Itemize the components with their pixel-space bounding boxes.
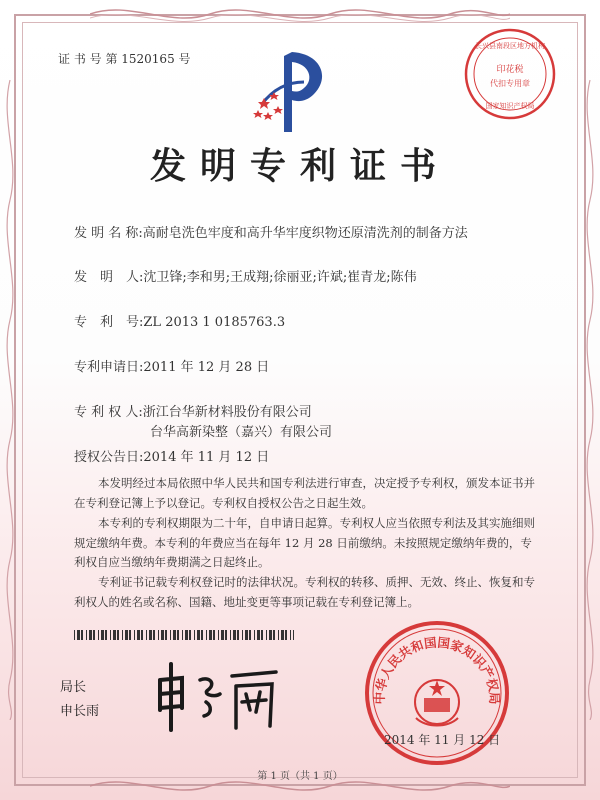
stamp-line3: 代扣专用章 [490,79,530,88]
cnipa-logo-icon [252,48,338,134]
inventors-value: 沈卫锋;李和男;王成翔;徐丽亚;许斌;崔青龙;陈伟 [143,270,417,285]
page-number: 第 1 页（共 1 页） [257,771,343,782]
top-ornament [90,0,510,28]
patentee-value: 浙江台华新材料股份有限公司 [142,405,312,420]
inventors-label: 发 明 人: [74,270,144,285]
tax-stamp-seal [462,26,558,122]
director-signature [150,650,280,740]
patentee-label: 专 利 权 人: [74,405,143,420]
seal-text: 中华人民共和国国家知识产权局 [371,634,503,705]
body-paragraph-1: 本发明经过本局依照中华人民共和国专利法进行审查，决定授予专利权，颁发本证书并在专利登记簿上予以登记。专利权自授权公告之日起生效。 [74,476,535,510]
page-title: 发明专利证书 [149,145,450,187]
svg-text:中华人民共和国国家知识产权局 [372,635,502,705]
stamp-line2: 印花税 [496,65,524,75]
invention-name-value: 高耐皂洗色牢度和高升华牢度织物还原清洗剂的制备方法 [142,226,468,241]
application-date-label: 专利申请日: [74,360,144,375]
grant-date-value: 2014 年 11 月 12 日 [143,450,270,465]
patent-number-field [74,311,285,330]
patentee-field [74,401,312,420]
inventors-field [74,266,417,285]
invention-name-field [74,222,468,241]
stamp-line1: 长兴县南段区地方机构 [475,42,545,50]
patent-number-label: 专 利 号: [74,315,144,330]
director-title: 局长 [60,680,87,695]
body-paragraph-3: 专利证书记载专利权登记时的法律状况。专利权的转移、质押、无效、终止、恢复和专利权人的姓名或名称、国籍、地址变更等事项记载在专利登记簿上。 [74,575,535,609]
barcode [74,630,294,640]
director-name: 申长雨 [60,704,100,719]
application-date-field [74,356,269,375]
invention-name-label: 发 明 名 称: [74,226,143,241]
patent-number-value: ZL 2013 1 0185763.3 [143,315,286,330]
issue-date: 2014 年 11 月 12 日 [384,733,501,747]
grant-date-field [74,446,269,465]
grant-date-label: 授权公告日: [74,450,144,465]
body-paragraph-2: 本专利的专利权期限为二十年，自申请日起算。专利权人应当依照专利法及其实施细则规定缴纳年费。本专利的年费应当在每年 12 月 28 日前缴纳。未按照规定缴纳年费的，专利权自应当缴纳年费期满之日起终止。 [74,516,535,569]
stamp-line4: 国家知识产权局 [485,102,535,110]
patentee-value-2: 台华高新染整（嘉兴）有限公司 [150,425,333,440]
certificate-number: 证 书 号 第 1520165 号 [58,52,191,66]
application-date-value: 2011 年 12 月 28 日 [143,360,270,375]
